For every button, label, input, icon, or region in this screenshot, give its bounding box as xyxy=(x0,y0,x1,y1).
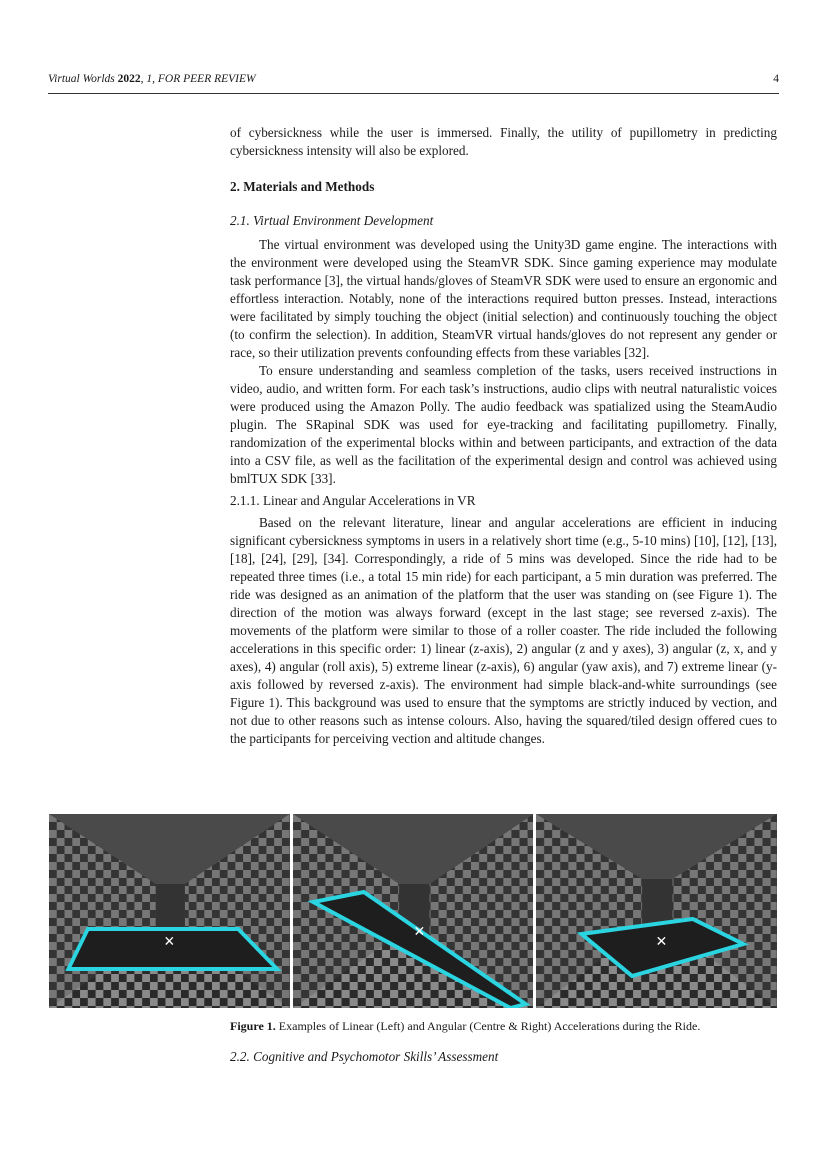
svg-text:✕: ✕ xyxy=(163,933,176,951)
intro-paragraph: of cybersickness while the user is immersed. Finally, the utility of pupillometry in predicting cybersickness intensity will also be explored. xyxy=(230,125,777,158)
svg-text:✕: ✕ xyxy=(655,934,668,950)
section-title: 2. Materials and Methods xyxy=(230,179,375,194)
figure-panel-angular-centre xyxy=(293,814,534,1008)
figure-panel-linear xyxy=(49,814,290,1008)
page-number: 4 xyxy=(773,73,779,85)
article-body xyxy=(230,124,777,748)
paragraph-2: To ensure understanding and seamless completion of the tasks, users received instructions in video, audio, and written form. For each task’s instructions, audio clips with neutral naturalistic voices were produced using the Amazon Polly. The audio feedback was spatialized using the SteamAudio plugin. The SRapinal SDK was used for eye-tracking and facilitating pupillometry. Finally, randomization of the experimental blocks within and between participants, and extraction of the data into a CSV file, as well as the facilitation of the experimental design and control was achieved using bmlTUX SDK [33]. xyxy=(230,363,777,486)
subsubsection-title: 2.1.1. Linear and Angular Accelerations in VR xyxy=(230,493,476,508)
subsection-title: 2.1. Virtual Environment Development xyxy=(230,213,434,228)
svg-text:✕: ✕ xyxy=(413,924,426,940)
figure-panel-angular-right xyxy=(536,814,777,1008)
paragraph-3: Based on the relevant literature, linear and angular accelerations are efficient in inducing significant cybersickness symptoms in users in a relatively short time (e.g., 5-10 mins) [10], [12], [13], [18], [24], [29], [34]. Correspondingly, a ride of 5 mins was developed. Since the ride had to be repeated three times (i.e., a total 15 min ride) for each participant, a 5 min duration was preferred. The ride was designed as an animation of the platform that the user was standing on (see Figure 1). The direction of the motion was always forward (except in the last stage; see reversed z-axis). The movements of the platform were similar to those of a roller coaster. The ride included the following accelerations in this specific order: 1) linear (z-axis), 2) angular (z and y axes), 3) angular (z, x, and y axes), 4) angular (roll axis), 5) extreme linear (z-axis), 6) angular (yaw axis), and 7) extreme linear (y-axis followed by reversed z-axis). The environment had simple black-and-white surroundings (see Figure 1). This background was used to ensure that the symptoms are strictly induced by vection, and not due to other reasons such as intense colours. Also, having the squared/tiled design offered cues to the participants for perceiving vection and altitude changes. xyxy=(230,515,777,746)
figure-1 xyxy=(49,814,777,1008)
figure-caption: Figure 1. Examples of Linear (Left) and Angular (Centre & Right) Accelerations during the Ride. xyxy=(230,1019,701,1033)
running-header xyxy=(48,73,779,94)
next-subsection-title: 2.2. Cognitive and Psychomotor Skills’ Assessment xyxy=(230,1049,499,1064)
journal-citation: Virtual Worlds 2022, 1, FOR PEER REVIEW xyxy=(48,73,256,85)
paragraph-1: The virtual environment was developed using the Unity3D game engine. The interactions with the environment were developed using the SteamVR SDK. Since gaming experience may modulate task performance [3], the virtual hands/gloves of SteamVR SDK were used to ensure an ergonomic and effortless interaction. Notably, none of the interactions required button presses. Instead, interactions were facilitated by simply touching the object (initial selection) and continuously touching the object (to confirm the selection). In addition, SteamVR virtual hands/gloves do not represent any gender or race, so their utilization prevents confounding effects from these variables [32]. xyxy=(230,237,777,360)
